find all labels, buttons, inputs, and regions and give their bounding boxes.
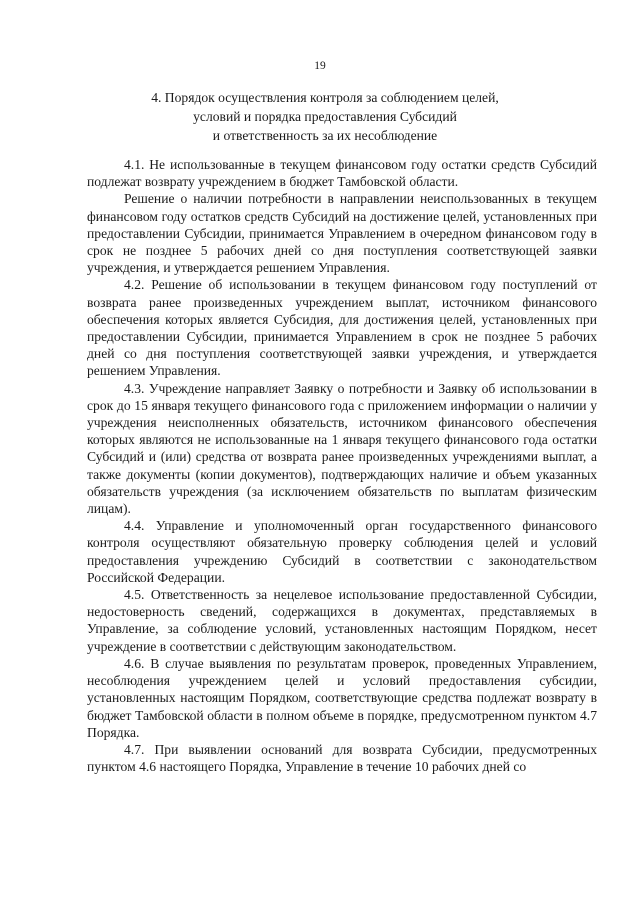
section-body (87, 156, 597, 775)
paragraph-4-5: 4.5. Ответственность за нецелевое использование предоставленной Субсидии, недостоверность сведений, содержащихся в документах, представляемых в Управление, за соблюдение условий, установленных настоящим Порядком, несет учреждение в соответствии с действующим законодательством. (87, 587, 597, 654)
section-heading-line: и ответственность за их несоблюдение (212, 128, 438, 143)
section-heading-line: условий и порядка предоставления Субсидий (193, 109, 457, 124)
section-heading (60, 88, 590, 145)
section-heading-line: 4. Порядок осуществления контроля за соблюдением целей, (151, 90, 499, 105)
paragraph-4-1: 4.1. Не использованные в текущем финансовом году остатки средств Субсидий подлежат возврату учреждением в бюджет Тамбовской области. (87, 157, 597, 190)
paragraph-4-7: 4.7. При выявлении оснований для возврата Субсидии, предусмотренных пунктом 4.6 настоящего Порядка, Управление в течение 10 рабочих дней со (87, 741, 597, 775)
paragraph-4-3: 4.3. Учреждение направляет Заявку о потребности и Заявку об использовании в срок до 15 января текущего финансового года с приложением информации о наличии у учреждения неисполненных обязательств, источником финансового обеспечения которых являются не использованные на 1 января текущего финансового года остатки Субсидий и (или) средства от возврата ранее произведенных учреждениями выплат, а также документы (копии документов), подтверждающих наличие и объем указанных обязательств учреждения (за исключением обязательств по выплатам физическим лицам). (87, 380, 597, 517)
paragraph-4-2: 4.2. Решение об использовании в текущем финансовом году поступлений от возврата ранее произведенных учреждением выплат, источником финансового обеспечения которых является Субсидия, для достижения целей, установленных при предоставлении Субсидии, принимается Управлением в срок не позднее 5 рабочих дней со дня поступления соответствующей заявки учреждения, и утверждается решением Управления. (87, 277, 597, 379)
paragraph-4-6: 4.6. В случае выявления по результатам проверок, проведенных Управлением, несоблюдения учреждением целей и условий предоставления субсидии, установленных настоящим Порядком, соответствующие средства подлежат возврату в бюджет Тамбовской области в полном объеме в порядке, предусмотренном пунктом 4.7 Порядка. (87, 655, 597, 740)
paragraph-4-1-decision: Решение о наличии потребности в направлении неиспользованных в текущем финансовом году остатков средств Субсидий на достижение целей, установленных при предоставлении Субсидии, принимается Управлением в очередном финансовом году в срок не позднее 5 рабочих дней со дня поступления соответствующей заявки учреждения, и утверждается решением Управления. (87, 191, 597, 276)
paragraph-4-4: 4.4. Управление и уполномоченный орган государственного финансового контроля осуществляют обязательную проверку соблюдения целей и условий предоставления учреждению Субсидий в соответствии с законодательством Российской Федерации. (87, 518, 597, 585)
page-number: 19 (314, 60, 326, 72)
